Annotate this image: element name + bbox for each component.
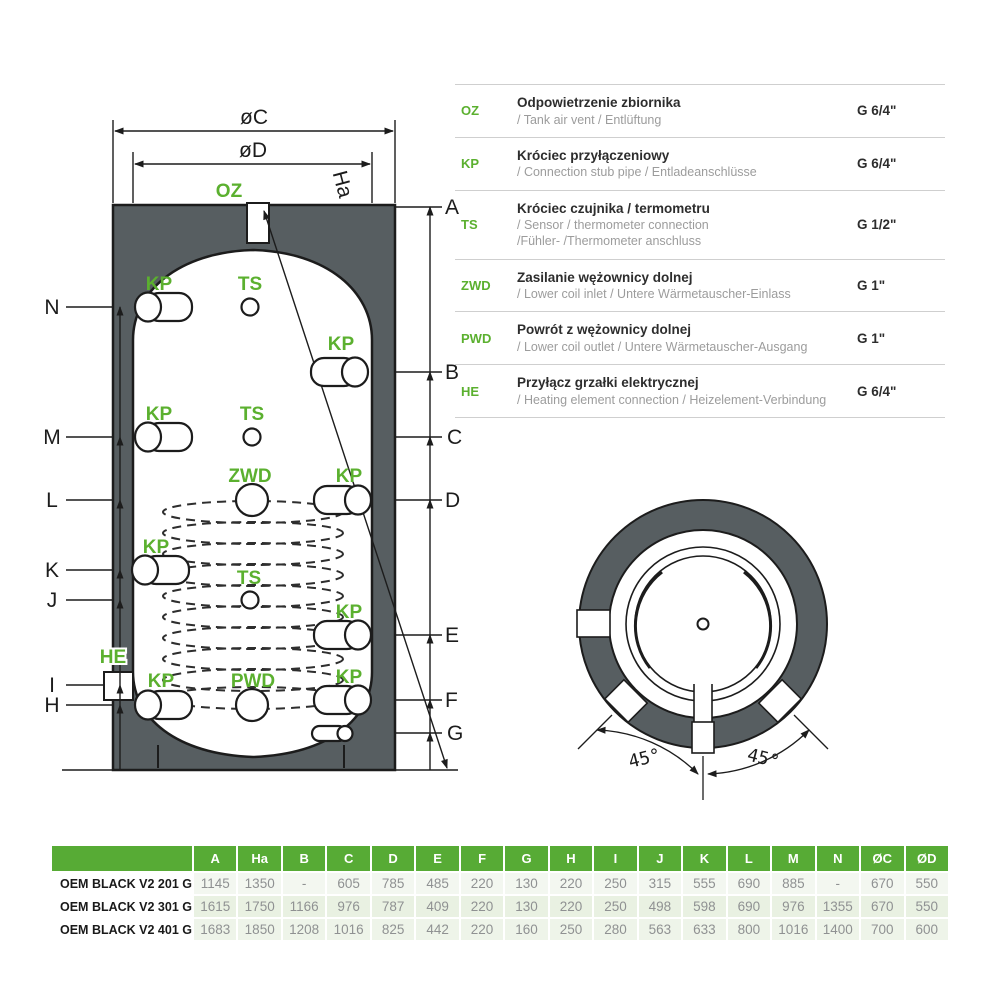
table-row [52, 919, 948, 940]
col-header: G [505, 846, 547, 871]
col-header: N [817, 846, 859, 871]
table-header-row [52, 846, 948, 871]
value-cell: 250 [594, 896, 636, 917]
legend-code: KP [461, 156, 480, 172]
col-header: ØD [906, 846, 949, 871]
top-view-center-port [698, 619, 709, 630]
angle-left-label: 45° [626, 744, 663, 773]
table-row [52, 873, 948, 894]
kp-label: KP [145, 274, 173, 295]
value-cell: 800 [728, 919, 770, 940]
value-cell: 130 [505, 873, 547, 894]
legend-title: Przyłącz grzałki elektrycznej [517, 375, 699, 391]
value-cell: 409 [416, 896, 458, 917]
col-header: ØC [861, 846, 903, 871]
legend-size: G 6/4" [857, 103, 897, 119]
kp-label: KP [145, 404, 173, 425]
value-cell: 1683 [194, 919, 236, 940]
legend-description [517, 374, 857, 408]
dim-i-label: I [49, 674, 55, 697]
legend-title: Odpowietrzenie zbiornika [517, 95, 681, 110]
ts-label: TS [236, 568, 262, 589]
top-view-channel [694, 684, 712, 724]
value-cell: 976 [327, 896, 369, 917]
col-header: H [550, 846, 592, 871]
legend-size: G 1" [857, 330, 886, 346]
value-cell: 1850 [238, 919, 280, 940]
legend-size: G 1/2" [857, 217, 897, 233]
value-cell: 220 [461, 896, 503, 917]
zwd-coil-inlet-port [236, 484, 268, 516]
dim-n-label: N [44, 296, 60, 319]
value-cell: 130 [505, 896, 547, 917]
legend-subtitle: / Tank air vent / Entlüftung [517, 112, 662, 127]
legend-row-ts [455, 191, 945, 260]
legend-size: G 6/4" [857, 383, 897, 399]
kp-label: KP [335, 466, 363, 487]
value-cell: 160 [505, 919, 547, 940]
value-cell: 1166 [283, 896, 325, 917]
legend-description [517, 269, 857, 303]
angle-right-label: 45° [745, 744, 782, 773]
legend-code: HE [461, 383, 480, 399]
legend-title: Króciec czujnika / termometru [517, 200, 710, 216]
kp-connection-cap [135, 691, 161, 720]
value-cell: 220 [550, 873, 592, 894]
he-label: HE [99, 647, 127, 668]
value-cell: 280 [594, 919, 636, 940]
value-cell: 670 [861, 896, 903, 917]
value-cell: 785 [372, 873, 414, 894]
col-header: J [639, 846, 681, 871]
value-cell: 220 [461, 919, 503, 940]
value-cell: 498 [639, 896, 681, 917]
legend-row-pwd [455, 312, 945, 365]
value-cell: 1208 [283, 919, 325, 940]
oz-label: OZ [215, 181, 243, 202]
kp-connection-cap [345, 686, 371, 715]
top-view-notch-west [577, 610, 610, 637]
legend-subtitle: / Heating element connection / Heizelement-Verbindung [517, 392, 827, 407]
dim-h-label: H [44, 694, 60, 717]
value-cell: 825 [372, 919, 414, 940]
value-cell: 690 [728, 873, 770, 894]
value-cell: 220 [550, 896, 592, 917]
dim-f-label: F [445, 689, 458, 712]
value-cell: 633 [683, 919, 725, 940]
kp-label: KP [327, 334, 355, 355]
value-cell: 670 [861, 873, 903, 894]
legend-row-oz [455, 85, 945, 138]
top-view-notch-south [692, 722, 714, 753]
value-cell: 605 [327, 873, 369, 894]
model-name: OEM BLACK V2 401 G [52, 919, 192, 940]
value-cell: 1750 [238, 896, 280, 917]
model-name: OEM BLACK V2 301 G [52, 896, 192, 917]
dim-m-label: M [43, 426, 61, 449]
ts-sensor-port [242, 299, 259, 316]
dim-e-label: E [445, 624, 460, 647]
dim-a-label: A [445, 196, 460, 219]
col-header: L [728, 846, 770, 871]
kp-connection-cap [135, 293, 161, 322]
legend-row-zwd [455, 260, 945, 313]
g-connection-cap [338, 726, 353, 741]
value-cell: 442 [416, 919, 458, 940]
legend-row-he [455, 365, 945, 418]
value-cell: 485 [416, 873, 458, 894]
col-header: B [283, 846, 325, 871]
col-header: M [772, 846, 814, 871]
col-header: F [461, 846, 503, 871]
legend-row-kp [455, 138, 945, 191]
dim-d-label: D [445, 489, 461, 512]
dim-od-label: øD [239, 139, 267, 162]
dimensions-table [50, 844, 950, 942]
model-name: OEM BLACK V2 201 G [52, 873, 192, 894]
legend-title: Zasilanie wężownicy dolnej [517, 269, 693, 285]
value-cell: 787 [372, 896, 414, 917]
kp-connection-cap [132, 556, 158, 585]
legend-code: ZWD [461, 278, 491, 294]
value-cell: 250 [594, 873, 636, 894]
value-cell: 1145 [194, 873, 236, 894]
kp-label: KP [335, 602, 363, 623]
value-cell: 315 [639, 873, 681, 894]
value-cell: - [283, 873, 325, 894]
dim-c-label: C [447, 426, 463, 449]
dim-l-label: L [46, 489, 58, 512]
col-header: A [194, 846, 236, 871]
pwd-label: PWD [230, 671, 276, 692]
value-cell: 600 [906, 919, 949, 940]
col-header: Ha [238, 846, 280, 871]
col-header: I [594, 846, 636, 871]
col-header: D [372, 846, 414, 871]
col-header: E [416, 846, 458, 871]
value-cell: 1350 [238, 873, 280, 894]
kp-connection-cap [342, 358, 368, 387]
legend-size: G 1" [857, 278, 886, 294]
value-cell: 563 [639, 919, 681, 940]
legend-description [517, 321, 857, 355]
value-cell: 1400 [817, 919, 859, 940]
legend-description [517, 94, 857, 128]
model-header-cell [52, 846, 192, 871]
value-cell: 700 [861, 919, 903, 940]
value-cell: 555 [683, 873, 725, 894]
dim-oc-label: øC [240, 106, 268, 129]
ts-label: TS [237, 274, 263, 295]
connection-legend [455, 84, 945, 418]
dim-b-label: B [445, 361, 460, 384]
value-cell: 885 [772, 873, 814, 894]
ts-label: TS [239, 404, 265, 425]
legend-subtitle: / Lower coil outlet / Untere Wärmetauscher-Ausgang [517, 339, 808, 354]
legend-subtitle: / Lower coil inlet / Untere Wärmetauscher-Einlass [517, 287, 791, 302]
tank-top-view [577, 500, 828, 800]
col-header: K [683, 846, 725, 871]
legend-subtitle: / Sensor / thermometer connection [517, 218, 709, 233]
kp-label: KP [335, 667, 363, 688]
legend-description [517, 200, 857, 250]
legend-code: TS [461, 217, 478, 233]
col-header: C [327, 846, 369, 871]
kp-connection-cap [345, 621, 371, 650]
value-cell: 550 [906, 873, 949, 894]
oz-port-notch [247, 203, 269, 243]
legend-code: OZ [461, 103, 480, 119]
value-cell: 690 [728, 896, 770, 917]
value-cell: - [817, 873, 859, 894]
ts-sensor-port [244, 429, 261, 446]
value-cell: 220 [461, 873, 503, 894]
kp-label: KP [147, 671, 175, 692]
pwd-coil-outlet-port [236, 689, 268, 721]
zwd-label: ZWD [228, 466, 272, 487]
value-cell: 1615 [194, 896, 236, 917]
value-cell: 1355 [817, 896, 859, 917]
value-cell: 550 [906, 896, 949, 917]
legend-size: G 6/4" [857, 156, 897, 172]
he-port-notch [104, 672, 133, 700]
dim-j-label: J [46, 589, 58, 612]
dim-g-label: G [447, 722, 464, 745]
legend-title: Króciec przyłączeniowy [517, 147, 670, 163]
value-cell: 976 [772, 896, 814, 917]
value-cell: 250 [550, 919, 592, 940]
legend-title: Powrót z wężownicy dolnej [517, 322, 692, 338]
legend-description [517, 147, 857, 181]
kp-label: KP [142, 537, 170, 558]
kp-connection-cap [345, 486, 371, 515]
value-cell: 1016 [327, 919, 369, 940]
table-row [52, 896, 948, 917]
legend-subtitle: / Connection stub pipe / Entladeanschlüsse [517, 165, 757, 180]
legend-subtitle-2: /Fühler- /Thermometer anschluss [517, 234, 702, 249]
dim-k-label: K [44, 559, 60, 582]
tank-cross-section [43, 106, 463, 770]
kp-connection-cap [135, 423, 161, 452]
value-cell: 598 [683, 896, 725, 917]
legend-code: PWD [461, 330, 492, 346]
dim-ha-label: Ha [327, 168, 357, 201]
value-cell: 1016 [772, 919, 814, 940]
ts-sensor-port [242, 592, 259, 609]
